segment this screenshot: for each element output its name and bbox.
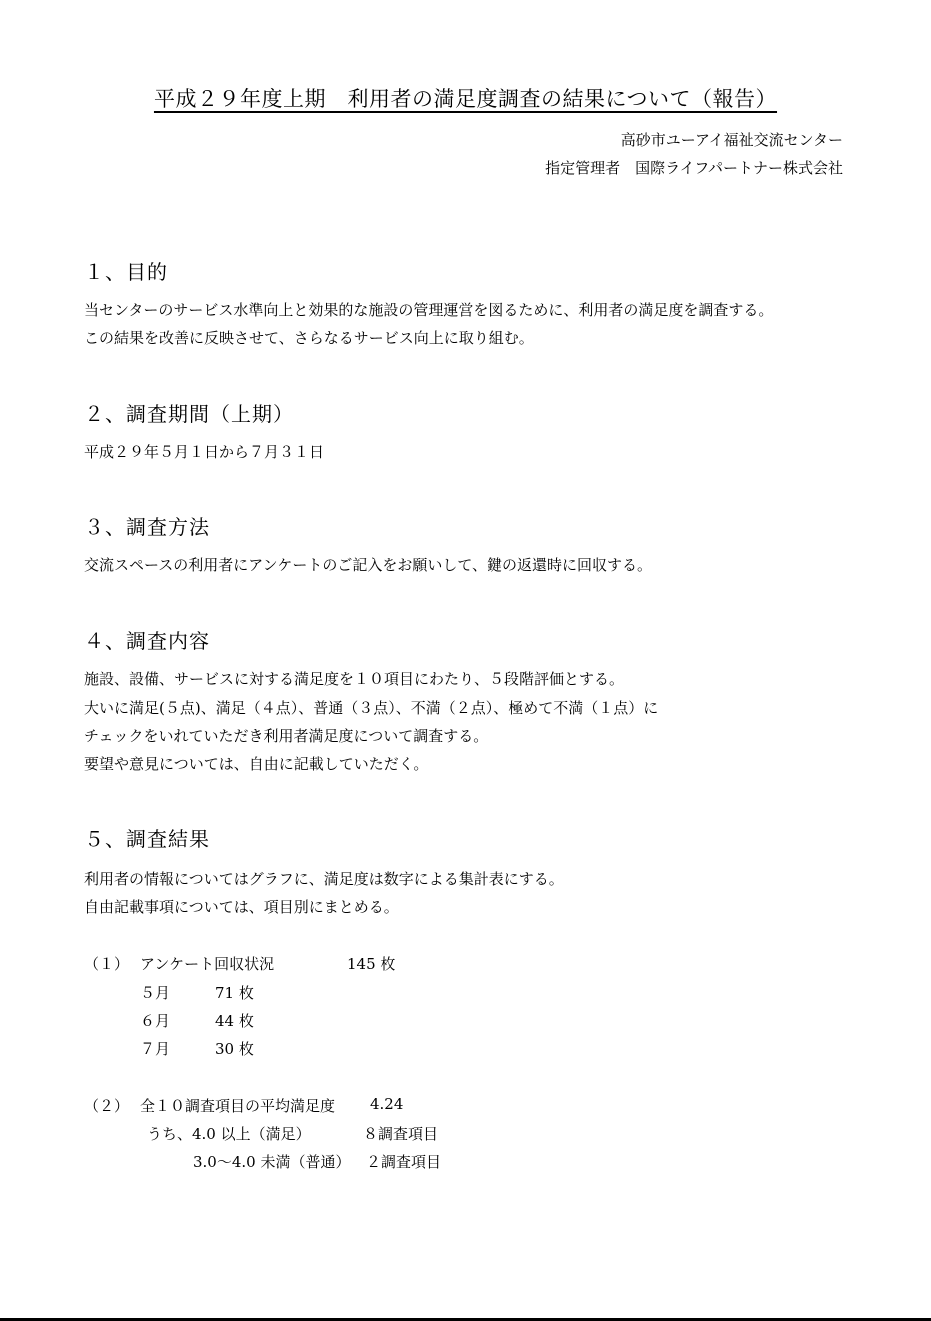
month-count: 44 枚 xyxy=(215,1012,254,1030)
purpose-line-2: この結果を改善に反映させて、さらなるサービス向上に取り組む。 xyxy=(84,329,534,347)
designated-manager: 指定管理者 国際ライフパートナー株式会社 xyxy=(545,159,843,177)
content-line-3: チェックをいれていただき利用者満足度について調査する。 xyxy=(84,727,489,745)
breakdown-value: ８調査項目 xyxy=(363,1125,439,1143)
breakdown-value: ２調査項目 xyxy=(366,1153,442,1171)
period-line: 平成２９年５月１日から７月３１日 xyxy=(84,443,325,461)
content-line-1: 施設、設備、サービスに対する満足度を１０項目にわたり、５段階評価とする。 xyxy=(84,670,625,688)
result-item-2-average: 4.24 xyxy=(370,1095,404,1113)
section-heading-results: ５、調査結果 xyxy=(84,827,210,851)
month-count: 30 枚 xyxy=(215,1040,254,1058)
month-label: ５月 xyxy=(140,984,171,1002)
section-heading-method: ３、調査方法 xyxy=(84,515,210,539)
section-heading-period: ２、調査期間（上期） xyxy=(84,402,294,426)
results-line-2: 自由記載事項については、項目別にまとめる。 xyxy=(84,898,399,916)
section-heading-content: ４、調査内容 xyxy=(84,629,210,653)
result-item-1-number: （１） xyxy=(84,955,130,973)
result-item-1-total: 145 枚 xyxy=(347,955,396,973)
breakdown-label: うち、4.0 以上（満足） xyxy=(147,1125,311,1143)
content-line-2: 大いに満足(５点)、満足（４点）、普通（３点）、不満（２点）、極めて不満（１点）に xyxy=(84,699,659,717)
result-item-2-number: （２） xyxy=(84,1097,130,1115)
content-line-4: 要望や意見については、自由に記載していただく。 xyxy=(84,755,429,773)
month-label: ７月 xyxy=(140,1040,171,1058)
organization-name: 高砂市ユーアイ福祉交流センター xyxy=(620,131,843,149)
result-item-1-label: アンケート回収状況 xyxy=(140,955,275,973)
month-count: 71 枚 xyxy=(215,984,254,1002)
month-label: ６月 xyxy=(140,1012,171,1030)
document-title: 平成２９年度上期 利用者の満足度調査の結果について（報告） xyxy=(153,87,778,111)
purpose-line-1: 当センターのサービス水準向上と効果的な施設の管理運営を図るために、利用者の満足度を調査する。 xyxy=(84,301,774,319)
results-line-1: 利用者の情報についてはグラフに、満足度は数字による集計表にする。 xyxy=(84,870,564,888)
method-line: 交流スペースの利用者にアンケートのご記入をお願いして、鍵の返還時に回収する。 xyxy=(84,556,653,574)
breakdown-label: 3.0～4.0 未満（普通） xyxy=(193,1153,351,1171)
result-item-2-label: 全１０調査項目の平均満足度 xyxy=(140,1097,336,1115)
section-heading-purpose: １、目的 xyxy=(84,260,168,284)
